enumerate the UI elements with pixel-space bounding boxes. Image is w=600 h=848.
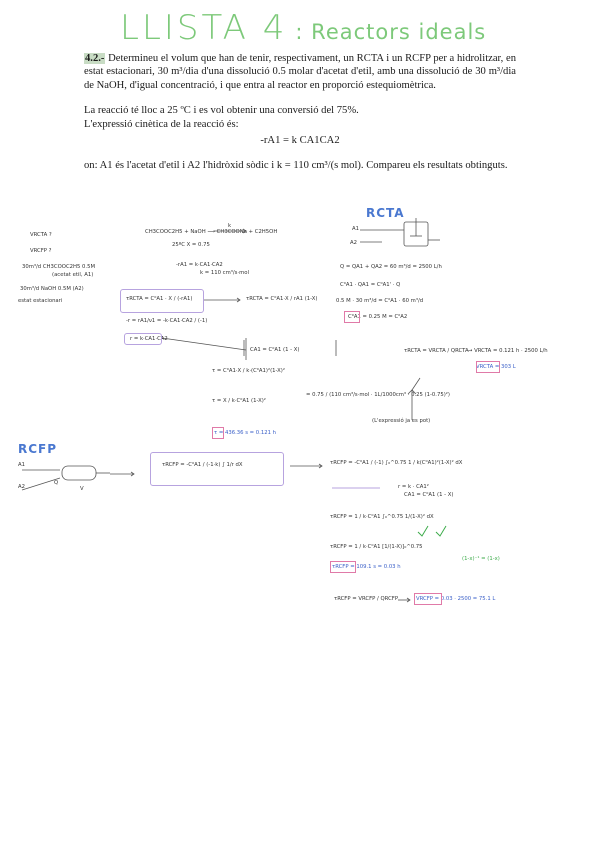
reaction-eq: CH3COOC2H5 + NaOH ⟶ CH3COONa + C2H5OH — [145, 229, 278, 235]
given-acetat-note: (acetat etil, A1) — [52, 272, 94, 278]
kinetics-intro: L'expressió cinètica de la reacció és: — [84, 118, 239, 130]
tau-rcfp-result: τRCFP = 109.1 s = 0.03 h — [332, 564, 401, 570]
flow-eq1: Q = QA1 + QA2 = 60 m³/d = 2500 L/h — [340, 264, 442, 270]
v-rcta-result: VRCTA = 303 L — [476, 364, 516, 370]
v-rcta-calc: → VRCTA = 0.121 h · 2500 L/h — [468, 348, 548, 354]
temp-conversion: 25ºC X = 0.75 — [172, 242, 210, 248]
tau-result: τ = 436.36 s = 0.121 h — [214, 430, 276, 436]
given-steady: estat estacionari — [18, 298, 63, 304]
problem-number: 4.2.- — [85, 53, 105, 64]
rcfp-a1: A1 — [18, 462, 25, 468]
definitions-text: on: A1 és l'acetat d'etil i A2 l'hidròxid sòdic i k = 110 cm³/(s mol). Compareu els resultats obtinguts. — [84, 160, 508, 172]
given-acetat: 30m³/d CH3COOC2H5 0.5M — [22, 264, 96, 270]
rcta-a2: A2 — [350, 240, 357, 246]
flow-result: C⁰A1 = 0.25 M = C⁰A2 — [348, 314, 408, 320]
tau-rcfp3: τRCFP = 1 / k·C⁰A1 [1/(1-X)]₀^0.75 — [330, 544, 423, 550]
tau-num: = 0.75 / (110 cm³/s·mol · 1L/1000cm³ · 0.25 (1-0.75)²) — [306, 392, 450, 398]
flow-eq2: C⁰A1 · QA1 = C⁰A1' · Q — [340, 282, 401, 288]
rcfp-heading: RCFP — [18, 442, 58, 456]
r-eq: r = k·CA1·CA2 — [130, 336, 168, 342]
v-rcta-def: τRCTA = VRCTA / QRCTA — [404, 348, 469, 354]
given-naoh: 30m³/d NaOH 0.5M (A2) — [20, 286, 84, 292]
rcta-a1: A1 — [352, 226, 359, 232]
v-rcfp-def: τRCFP = VRCFP / QRCFP — [334, 596, 399, 602]
ca-eq2: CA1 = C⁰A1 (1 - X) — [404, 492, 454, 498]
rcfp-q: Q — [54, 480, 59, 486]
reaction-k: k — [228, 223, 232, 229]
statement-text: Determineu el volum que han de tenir, respectivament, un RCTA i un RCFP per a hidrolitzar, en estat estacionari, 30 m³/dia d'una dissolució 0.5 molar d'acetat d'etil, amb una dissolució de 30 m³/dia de NaOH, d'igual concentració, i que entra al reactor en proporció estequiomètrica. — [84, 53, 516, 91]
tau-note: (L'expressió ja es pot) — [372, 418, 431, 424]
flow-eq3: 0.5 M · 30 m³/d = C⁰A1 · 60 m³/d — [336, 298, 424, 304]
integral-note: (1-x)⁻¹ = (1-x) — [462, 556, 500, 562]
tau-sub: τ = C⁰A1·X / k·(C⁰A1)²(1-X)² — [212, 368, 286, 374]
title-main: LLISTA 4 — [120, 8, 288, 48]
given-vrcta: VRCTA ? — [30, 232, 52, 238]
tau-rcfp-def: τRCFP = -C⁰A1 / (-1·k) ∫ 1/r dX — [162, 462, 243, 468]
v-rcfp-result: VRCFP = 0.03 · 2500 = 75.1 L — [416, 596, 496, 602]
rcfp-a2: A2 — [18, 484, 25, 490]
given-vrcfp: VRCFP ? — [30, 248, 52, 254]
tau-rcfp2: τRCFP = 1 / k·C⁰A1 ∫₀^0.75 1/(1-X)² dX — [330, 514, 434, 520]
ca-eq: CA1 = C⁰A1 (1 - X) — [250, 347, 300, 353]
tau-rcfp: τRCFP = -C⁰A1 / (-1) ∫₀^0.75 1 / k(C⁰A1)²(1-X)² dX — [330, 460, 463, 466]
rate-law: -rA1 = k CA1CA2 — [260, 135, 340, 147]
tau-rcta: τRCTA = C⁰A1·X / rA1 (1-X) — [246, 296, 318, 302]
conditions-text: La reacció té lloc a 25 ºC i es vol obtenir una conversió del 75%. — [84, 105, 359, 117]
r-ratio: -r = rA1/ν1 = -k·CA1·CA2 / (-1) — [126, 318, 208, 324]
rate-expression: -rA1 = k·CA1·CA2 — [176, 262, 223, 268]
tau-rcta-def: τRCTA = C⁰A1 · X / (-rA1) — [126, 296, 193, 302]
r-kc: r = k · CA1² — [398, 484, 429, 490]
title-sub: : Reactors ideals — [295, 20, 487, 44]
tau-sub2: τ = X / k·C⁰A1 (1-X)² — [212, 398, 266, 404]
k-value: k = 110 cm³/s·mol — [200, 270, 249, 276]
rcta-heading: RCTA — [366, 206, 405, 220]
rcfp-v: V — [80, 486, 84, 492]
